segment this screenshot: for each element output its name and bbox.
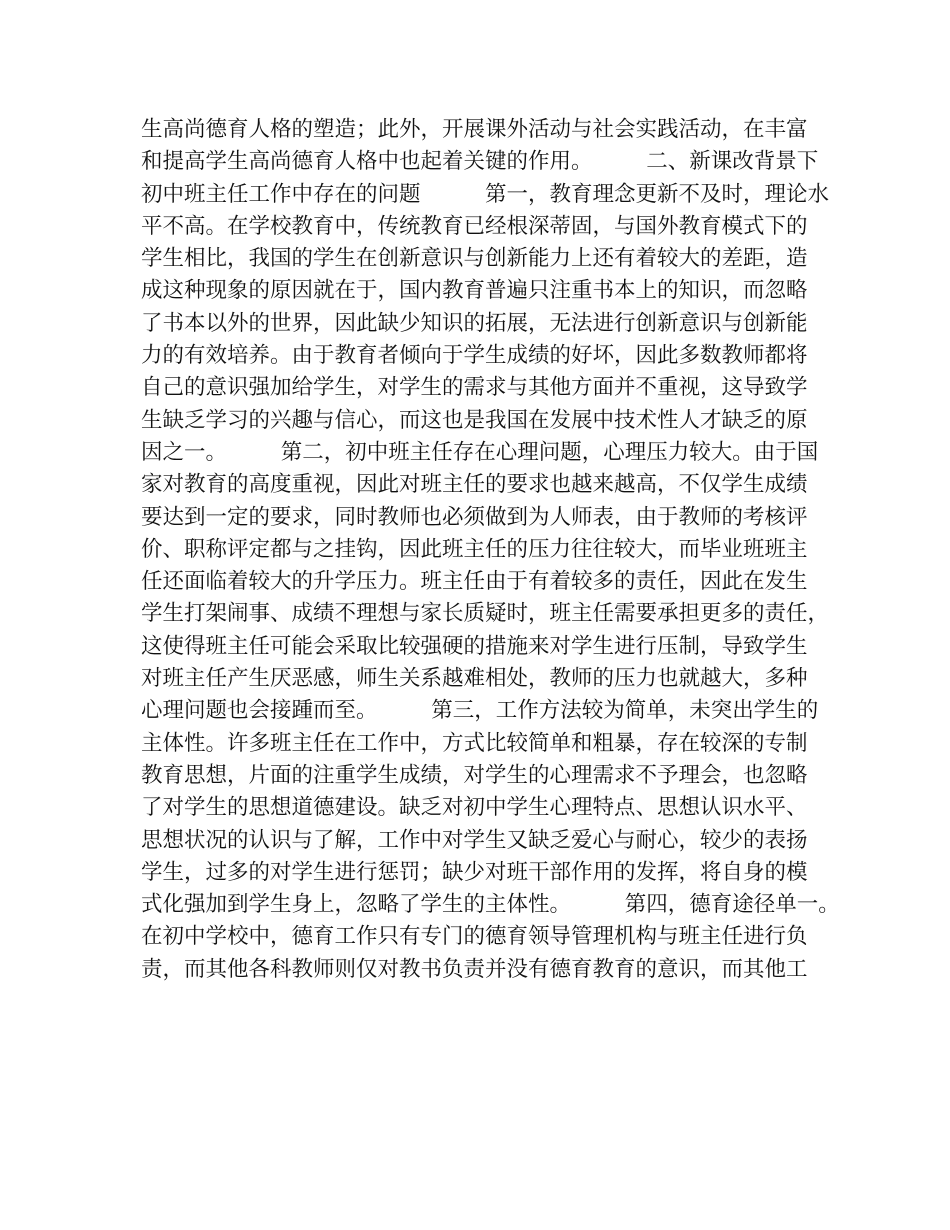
text-line: 自己的意识强加给学生，对学生的需求与其他方面并不重视，这导致学 bbox=[141, 375, 808, 401]
text-line: 主体性。许多班主任在工作中，方式比较简单和粗暴，存在较深的专制 bbox=[141, 730, 808, 756]
text-line: 学生相比，我国的学生在创新意识与创新能力上还有着较大的差距，造 bbox=[141, 246, 808, 272]
text-line: 这使得班主任可能会采取比较强硬的措施来对学生进行压制，导致学生 bbox=[141, 633, 808, 659]
text-line: 责，而其他各科教师则仅对教书负责并没有德育教育的意识，而其他工 bbox=[141, 956, 808, 982]
text-line: 学生打架闹事、成绩不理想与家长质疑时，班主任需要承担更多的责任， bbox=[141, 601, 830, 627]
text-line: 思想状况的认识与了解，工作中对学生又缺乏爱心与耐心，较少的表扬 bbox=[141, 827, 808, 853]
text-line: 力的有效培养。由于教育者倾向于学生成绩的好坏，因此多数教师都将 bbox=[141, 343, 808, 369]
text-line: 和提高学生高尚德育人格中也起着关键的作用。 二、新课改背景下 bbox=[141, 149, 819, 175]
text-line: 生缺乏学习的兴趣与信心，而这也是我国在发展中技术性人才缺乏的原 bbox=[141, 407, 808, 433]
text-line: 式化强加到学生身上，忽略了学生的主体性。 第四，德育途径单一。 bbox=[141, 892, 840, 918]
text-line: 因之一。 第二，初中班主任存在心理问题，心理压力较大。由于国 bbox=[141, 439, 819, 465]
text-line: 初中班主任工作中存在的问题 第一，教育理念更新不及时，理论水 bbox=[141, 181, 830, 207]
text-line: 心理问题也会接踵而至。 第三，工作方法较为简单，未突出学生的 bbox=[141, 698, 819, 724]
text-line: 要达到一定的要求，同时教师也必须做到为人师表，由于教师的考核评 bbox=[141, 504, 808, 530]
text-line: 任还面临着较大的升学压力。班主任由于有着较多的责任，因此在发生 bbox=[141, 569, 808, 595]
text-line: 平不高。在学校教育中，传统教育已经根深蒂固，与国外教育模式下的 bbox=[141, 213, 808, 239]
text-line: 教育思想，片面的注重学生成绩，对学生的心理需求不予理会，也忽略 bbox=[141, 762, 808, 788]
text-line: 学生，过多的对学生进行惩罚；缺少对班干部作用的发挥，将自身的模 bbox=[141, 859, 808, 885]
text-line: 在初中学校中，德育工作只有专门的德育领导管理机构与班主任进行负 bbox=[141, 924, 808, 950]
text-line: 对班主任产生厌恶感，师生关系越难相处，教师的压力也就越大，多种 bbox=[141, 666, 808, 692]
text-line: 了书本以外的世界，因此缺少知识的拓展，无法进行创新意识与创新能 bbox=[141, 310, 808, 336]
text-line: 价、职称评定都与之挂钩，因此班主任的压力往往较大，而毕业班班主 bbox=[141, 536, 808, 562]
text-line: 成这种现象的原因就在于，国内教育普遍只注重书本上的知识，而忽略 bbox=[141, 278, 808, 304]
text-line: 了对学生的思想道德建设。缺乏对初中学生心理特点、思想认识水平、 bbox=[141, 795, 808, 821]
body-text bbox=[141, 114, 861, 986]
text-line: 生高尚德育人格的塑造；此外，开展课外活动与社会实践活动，在丰富 bbox=[141, 117, 808, 142]
text-line: 家对教育的高度重视，因此对班主任的要求也越来越高，不仅学生成绩 bbox=[141, 472, 808, 498]
